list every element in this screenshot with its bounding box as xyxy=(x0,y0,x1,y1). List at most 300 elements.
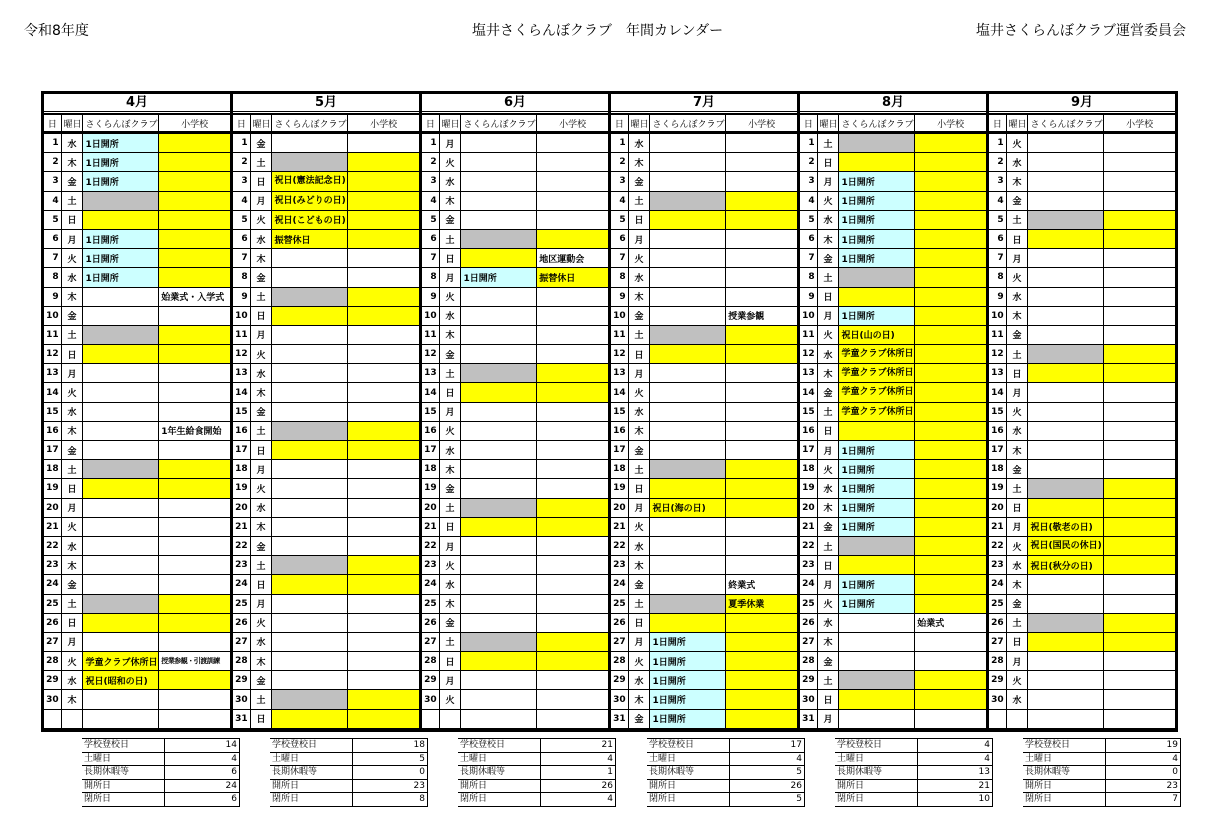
club-cell: 1日開所 xyxy=(650,652,726,671)
day-row xyxy=(989,133,1175,153)
club-cell xyxy=(83,191,159,210)
month-summary-table xyxy=(270,738,428,807)
day-number: 8 xyxy=(989,268,1006,287)
school-cell xyxy=(726,383,797,402)
day-row xyxy=(422,287,608,306)
weekday: 金 xyxy=(817,383,839,402)
weekday: 火 xyxy=(1006,536,1028,555)
day-row xyxy=(611,325,797,344)
club-cell xyxy=(461,133,537,153)
summary-value: 5 xyxy=(730,793,805,807)
club-cell: 1日開所 xyxy=(839,306,915,325)
weekday: 火 xyxy=(817,594,839,613)
weekday: 金 xyxy=(439,345,461,364)
club-cell xyxy=(650,210,726,229)
day-number: 24 xyxy=(422,575,439,594)
school-cell xyxy=(159,690,230,709)
day-number: 25 xyxy=(233,594,250,613)
day-number: 22 xyxy=(800,536,817,555)
day-number: 2 xyxy=(611,153,628,172)
school-cell xyxy=(915,536,986,555)
day-row xyxy=(989,402,1175,421)
school-cell xyxy=(537,133,608,153)
school-cell xyxy=(159,536,230,555)
day-number: 2 xyxy=(800,153,817,172)
weekday: 金 xyxy=(628,172,650,191)
day-row xyxy=(611,268,797,287)
day-number: 18 xyxy=(611,460,628,479)
school-cell xyxy=(159,575,230,594)
club-cell: 1日開所 xyxy=(839,575,915,594)
day-row xyxy=(233,153,419,172)
club-cell: 1日開所 xyxy=(83,172,159,191)
day-row xyxy=(44,325,230,344)
weekday: 火 xyxy=(250,210,272,229)
summary-label: 学校登校日 xyxy=(270,739,353,753)
day-row xyxy=(422,345,608,364)
weekday: 土 xyxy=(61,460,83,479)
weekday: 日 xyxy=(1006,229,1028,248)
summary-label: 学校登校日 xyxy=(647,739,730,753)
club-cell xyxy=(272,345,348,364)
day-number: 30 xyxy=(233,690,250,709)
day-row xyxy=(800,460,986,479)
day-row xyxy=(989,460,1175,479)
col-header-day: 日 xyxy=(44,115,61,133)
school-cell xyxy=(159,249,230,268)
day-row xyxy=(611,402,797,421)
day-number: 15 xyxy=(800,402,817,421)
weekday: 火 xyxy=(61,517,83,536)
weekday: 水 xyxy=(1006,287,1028,306)
school-cell xyxy=(159,517,230,536)
day-row xyxy=(44,556,230,575)
school-cell xyxy=(1104,133,1175,153)
weekday: 木 xyxy=(439,191,461,210)
school-cell xyxy=(1104,172,1175,191)
weekday: 水 xyxy=(628,671,650,690)
school-cell xyxy=(915,517,986,536)
club-cell xyxy=(650,229,726,248)
school-cell xyxy=(1104,287,1175,306)
weekday: 木 xyxy=(61,690,83,709)
club-cell xyxy=(461,287,537,306)
day-row xyxy=(44,671,230,690)
day-number: 8 xyxy=(233,268,250,287)
school-cell xyxy=(1104,536,1175,555)
school-cell xyxy=(1104,268,1175,287)
school-cell xyxy=(537,364,608,383)
summary-row xyxy=(458,793,616,807)
month-summary-table xyxy=(82,738,240,807)
summary-row xyxy=(1023,793,1181,807)
weekday: 日 xyxy=(439,383,461,402)
club-cell: 1日開所 xyxy=(839,191,915,210)
club-cell xyxy=(461,441,537,460)
day-row xyxy=(233,133,419,153)
day-number: 8 xyxy=(800,268,817,287)
club-cell xyxy=(272,249,348,268)
weekday: 金 xyxy=(628,441,650,460)
club-cell xyxy=(1028,306,1104,325)
day-row xyxy=(989,709,1175,728)
day-row xyxy=(422,709,608,728)
school-cell xyxy=(348,268,419,287)
weekday: 木 xyxy=(817,229,839,248)
summary-row xyxy=(835,739,993,753)
page-title: 塩井さくらんぼクラブ 年間カレンダー xyxy=(472,23,724,39)
day-row xyxy=(44,690,230,709)
summary-value: 0 xyxy=(1106,766,1181,780)
day-number: 22 xyxy=(611,536,628,555)
school-cell xyxy=(537,671,608,690)
day-row xyxy=(989,153,1175,172)
day-row xyxy=(422,421,608,440)
day-number: 1 xyxy=(800,133,817,153)
col-header-club: さくらんぼクラブ xyxy=(272,115,348,133)
club-cell xyxy=(83,325,159,344)
school-cell xyxy=(1104,306,1175,325)
weekday: 水 xyxy=(439,575,461,594)
club-cell: 1日開所 xyxy=(83,153,159,172)
day-number: 12 xyxy=(422,345,439,364)
club-cell: 振替休日 xyxy=(272,229,348,248)
day-number: 10 xyxy=(800,306,817,325)
day-number: 24 xyxy=(611,575,628,594)
school-cell xyxy=(726,421,797,440)
club-cell: 祝日(敬老の日) xyxy=(1028,517,1104,536)
weekday: 月 xyxy=(61,364,83,383)
summary-value: 4 xyxy=(918,752,993,766)
school-cell xyxy=(726,153,797,172)
school-cell xyxy=(915,479,986,498)
club-cell: 1日開所 xyxy=(839,517,915,536)
weekday: 日 xyxy=(250,575,272,594)
club-cell xyxy=(272,383,348,402)
weekday: 木 xyxy=(628,690,650,709)
school-cell xyxy=(159,191,230,210)
club-cell xyxy=(650,402,726,421)
school-cell xyxy=(1104,460,1175,479)
weekday xyxy=(439,709,461,728)
day-row xyxy=(44,172,230,191)
day-number: 25 xyxy=(800,594,817,613)
weekday: 土 xyxy=(250,556,272,575)
day-number: 19 xyxy=(800,479,817,498)
school-cell xyxy=(537,287,608,306)
club-cell xyxy=(461,153,537,172)
day-row xyxy=(233,345,419,364)
weekday: 土 xyxy=(817,268,839,287)
day-row xyxy=(44,652,230,671)
day-number: 13 xyxy=(233,364,250,383)
weekday: 土 xyxy=(628,325,650,344)
club-cell xyxy=(272,133,348,153)
club-cell: 1日開所 xyxy=(461,268,537,287)
summary-value: 14 xyxy=(165,739,240,753)
school-cell xyxy=(348,421,419,440)
summary-label: 学校登校日 xyxy=(82,739,165,753)
school-cell xyxy=(726,556,797,575)
weekday: 土 xyxy=(1006,613,1028,632)
weekday: 金 xyxy=(1006,191,1028,210)
month-title: 6月 xyxy=(422,94,608,114)
weekday: 火 xyxy=(61,383,83,402)
club-cell xyxy=(461,709,537,728)
school-cell xyxy=(726,536,797,555)
club-cell xyxy=(83,441,159,460)
club-cell xyxy=(461,479,537,498)
day-number: 15 xyxy=(611,402,628,421)
day-row xyxy=(44,517,230,536)
weekday: 水 xyxy=(250,632,272,651)
day-number: 19 xyxy=(422,479,439,498)
weekday: 月 xyxy=(817,172,839,191)
weekday: 木 xyxy=(250,383,272,402)
school-cell xyxy=(537,306,608,325)
day-row xyxy=(233,402,419,421)
school-cell xyxy=(915,402,986,421)
summary-label: 開所日 xyxy=(82,779,165,793)
club-cell xyxy=(272,652,348,671)
club-cell xyxy=(461,460,537,479)
day-row xyxy=(800,517,986,536)
school-cell xyxy=(537,153,608,172)
day-number: 28 xyxy=(611,652,628,671)
weekday: 日 xyxy=(817,153,839,172)
day-row xyxy=(989,556,1175,575)
summary-row xyxy=(1023,766,1181,780)
weekday: 金 xyxy=(250,268,272,287)
col-header-weekday: 曜日 xyxy=(439,115,461,133)
day-number: 27 xyxy=(800,632,817,651)
school-cell xyxy=(159,671,230,690)
day-number: 5 xyxy=(611,210,628,229)
day-row xyxy=(800,613,986,632)
school-cell xyxy=(537,709,608,728)
school-cell xyxy=(348,172,419,191)
day-row xyxy=(989,287,1175,306)
summary-row xyxy=(82,752,240,766)
weekday: 土 xyxy=(628,594,650,613)
school-cell xyxy=(348,709,419,728)
day-number: 14 xyxy=(233,383,250,402)
club-cell xyxy=(83,517,159,536)
day-number: 23 xyxy=(800,556,817,575)
day-number: 13 xyxy=(44,364,61,383)
club-cell xyxy=(272,364,348,383)
day-row xyxy=(611,613,797,632)
month-title: 5月 xyxy=(233,94,419,114)
day-row xyxy=(233,249,419,268)
day-row xyxy=(44,460,230,479)
day-row xyxy=(611,671,797,690)
day-row xyxy=(44,402,230,421)
day-number: 13 xyxy=(422,364,439,383)
school-cell: 終業式 xyxy=(726,575,797,594)
school-cell xyxy=(348,210,419,229)
day-number: 22 xyxy=(989,536,1006,555)
club-cell xyxy=(461,229,537,248)
club-cell xyxy=(272,517,348,536)
club-cell xyxy=(1028,671,1104,690)
day-row xyxy=(422,364,608,383)
school-cell xyxy=(348,575,419,594)
day-row xyxy=(44,594,230,613)
school-cell xyxy=(726,652,797,671)
club-cell xyxy=(1028,575,1104,594)
school-cell: 始業式・入学式 xyxy=(159,287,230,306)
club-cell xyxy=(839,133,915,153)
club-cell: 1日開所 xyxy=(839,479,915,498)
school-cell xyxy=(726,671,797,690)
summary-value: 6 xyxy=(165,766,240,780)
col-header-club: さくらんぼクラブ xyxy=(461,115,537,133)
day-number: 3 xyxy=(611,172,628,191)
club-cell: 祝日(秋分の日) xyxy=(1028,556,1104,575)
month-summary-table xyxy=(1023,738,1181,807)
day-number: 26 xyxy=(611,613,628,632)
day-number: 17 xyxy=(989,441,1006,460)
club-cell xyxy=(1028,383,1104,402)
day-row xyxy=(44,133,230,153)
school-cell xyxy=(726,210,797,229)
day-row xyxy=(800,345,986,364)
day-number: 26 xyxy=(233,613,250,632)
school-cell xyxy=(159,325,230,344)
school-cell xyxy=(1104,709,1175,728)
day-number: 26 xyxy=(800,613,817,632)
school-cell xyxy=(1104,575,1175,594)
weekday: 土 xyxy=(628,191,650,210)
day-number: 11 xyxy=(611,325,628,344)
day-number: 7 xyxy=(233,249,250,268)
school-cell xyxy=(915,229,986,248)
club-cell xyxy=(272,536,348,555)
club-cell xyxy=(1028,652,1104,671)
school-cell xyxy=(915,441,986,460)
club-cell: 学童クラブ休所日 xyxy=(83,652,159,671)
day-row xyxy=(233,460,419,479)
day-row xyxy=(611,575,797,594)
col-header-weekday: 曜日 xyxy=(817,115,839,133)
weekday: 日 xyxy=(628,210,650,229)
summary-value: 21 xyxy=(918,779,993,793)
day-row xyxy=(422,268,608,287)
day-number: 22 xyxy=(233,536,250,555)
weekday: 土 xyxy=(1006,345,1028,364)
day-row xyxy=(611,460,797,479)
club-cell xyxy=(272,421,348,440)
summary-label: 閉所日 xyxy=(82,793,165,807)
summary-row xyxy=(458,752,616,766)
school-cell xyxy=(915,690,986,709)
weekday: 月 xyxy=(628,229,650,248)
school-cell xyxy=(537,575,608,594)
day-number: 24 xyxy=(44,575,61,594)
day-row xyxy=(800,690,986,709)
day-number: 5 xyxy=(44,210,61,229)
day-row xyxy=(233,652,419,671)
club-cell xyxy=(83,364,159,383)
day-row xyxy=(800,364,986,383)
day-number: 10 xyxy=(233,306,250,325)
school-cell xyxy=(537,421,608,440)
day-number: 6 xyxy=(989,229,1006,248)
weekday: 月 xyxy=(250,594,272,613)
weekday: 月 xyxy=(817,575,839,594)
club-cell xyxy=(650,287,726,306)
day-number: 14 xyxy=(422,383,439,402)
day-number: 30 xyxy=(44,690,61,709)
day-number: 17 xyxy=(233,441,250,460)
school-cell xyxy=(726,172,797,191)
day-row xyxy=(233,632,419,651)
day-row xyxy=(233,536,419,555)
day-row xyxy=(422,556,608,575)
club-cell: 1日開所 xyxy=(83,249,159,268)
weekday: 木 xyxy=(61,556,83,575)
summary-row xyxy=(835,766,993,780)
day-number: 26 xyxy=(422,613,439,632)
school-cell: 始業式 xyxy=(915,613,986,632)
day-number: 24 xyxy=(233,575,250,594)
club-cell xyxy=(1028,690,1104,709)
club-cell xyxy=(1028,613,1104,632)
weekday: 月 xyxy=(817,709,839,728)
summary-row xyxy=(835,793,993,807)
day-number: 14 xyxy=(800,383,817,402)
day-row xyxy=(989,479,1175,498)
school-cell xyxy=(537,383,608,402)
weekday: 日 xyxy=(817,421,839,440)
weekday: 土 xyxy=(439,632,461,651)
day-row xyxy=(989,210,1175,229)
day-number: 20 xyxy=(800,498,817,517)
club-cell xyxy=(461,402,537,421)
day-row xyxy=(800,594,986,613)
weekday: 日 xyxy=(1006,632,1028,651)
day-row xyxy=(422,498,608,517)
club-cell: 1日開所 xyxy=(839,172,915,191)
club-cell xyxy=(272,613,348,632)
day-row xyxy=(422,690,608,709)
summary-row xyxy=(82,793,240,807)
day-row xyxy=(989,249,1175,268)
school-cell xyxy=(1104,556,1175,575)
school-cell xyxy=(726,613,797,632)
weekday: 木 xyxy=(817,498,839,517)
school-cell xyxy=(537,191,608,210)
day-number: 15 xyxy=(44,402,61,421)
day-row xyxy=(44,306,230,325)
school-cell xyxy=(348,517,419,536)
day-row xyxy=(44,498,230,517)
school-cell xyxy=(1104,210,1175,229)
day-number: 14 xyxy=(44,383,61,402)
day-number: 20 xyxy=(989,498,1006,517)
day-number: 30 xyxy=(989,690,1006,709)
weekday: 金 xyxy=(1006,460,1028,479)
weekday: 火 xyxy=(439,556,461,575)
school-cell xyxy=(726,133,797,153)
school-cell xyxy=(915,671,986,690)
day-row xyxy=(233,479,419,498)
day-number: 27 xyxy=(989,632,1006,651)
club-cell xyxy=(1028,325,1104,344)
day-row xyxy=(44,191,230,210)
club-cell xyxy=(461,249,537,268)
